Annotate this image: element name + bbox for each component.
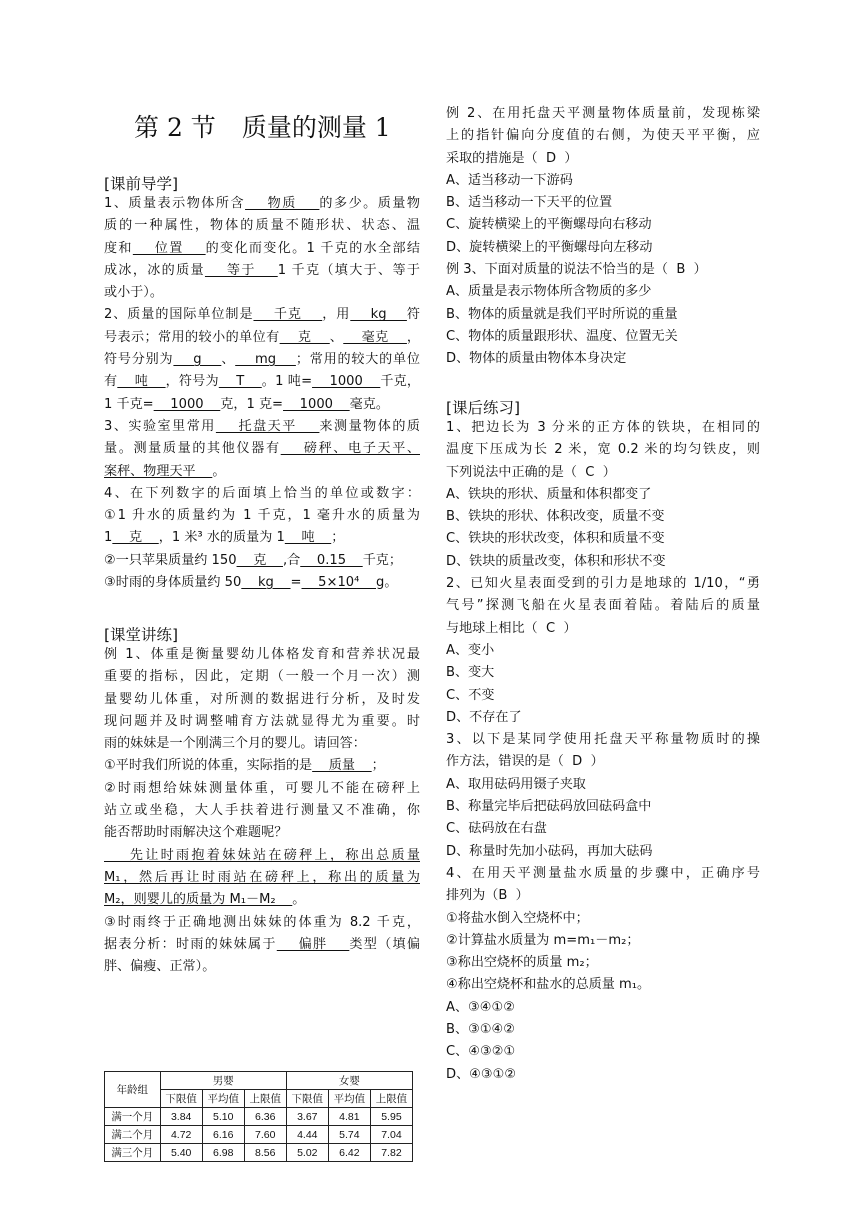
text-line: B、适当移动一下天平的位置 — [446, 195, 613, 211]
text-line: M₁，然后再让时雨站在磅秤上，称出的质量为 — [104, 869, 420, 885]
text-line: 作方法，错误的是（ D ） — [446, 754, 604, 770]
examples-content — [446, 103, 760, 371]
text-line: A、取用砝码用镊子夹取 — [446, 776, 586, 792]
header-cell: 年龄组 — [105, 1072, 161, 1108]
text-line: 例 3、下面对质量的说法不恰当的是（ B ） — [446, 262, 707, 278]
table-cell: 5.02 — [286, 1144, 328, 1162]
text-line: 4、在下列数字的后面填上恰当的单位或数字： — [104, 485, 420, 501]
header-cell: 女婴 — [286, 1072, 412, 1090]
text-line: ①平时我们所说的体重，实际指的是 质量 ； — [104, 758, 385, 774]
text-line: C、不变 — [446, 687, 495, 703]
pre-class-content — [104, 193, 420, 594]
text-line: ②计算盐水质量为 m=m₁－m₂； — [446, 932, 640, 948]
table-cell: 7.60 — [244, 1126, 286, 1144]
in-class-heading: [课堂讲练] — [104, 626, 179, 644]
text-line: 能否帮助时雨解决这个难题呢？ — [104, 825, 288, 841]
text-line: A、质量是表示物体所含物质的多少 — [446, 284, 652, 300]
table-cell: 4.44 — [286, 1126, 328, 1144]
table-cell: 7.82 — [370, 1144, 412, 1162]
text-line: 下列说法中正确的是（ C ） — [446, 464, 616, 480]
table-row — [105, 1126, 413, 1144]
table-cell: 5.10 — [202, 1108, 244, 1126]
text-line: 上的指针偏向分度值的右侧，为使天平平衡，应 — [446, 128, 760, 144]
text-line: A、铁块的形状、质量和体积都变了 — [446, 486, 652, 502]
text-line: ③称出空烧杯的质量 m₂； — [446, 955, 598, 971]
text-line: D、④③①② — [446, 1066, 517, 1082]
table-cell: 4.72 — [160, 1126, 202, 1144]
pre-class-heading: [课前导学] — [104, 175, 179, 193]
text-line: D、称量时先加小砝码，再加大砝码 — [446, 843, 653, 859]
table-cell: 6.98 — [202, 1144, 244, 1162]
text-line: ②时雨想给妹妹测量体重，可婴儿不能在磅秤上 — [104, 780, 420, 796]
text-line: 或小于）。 — [104, 285, 163, 301]
header-cell: 上限值 — [244, 1090, 286, 1108]
text-line: 胖、偏瘦、正常）。 — [104, 959, 216, 975]
text-line: B、变大 — [446, 665, 495, 681]
table-cell: 6.36 — [244, 1108, 286, 1126]
table-row — [105, 1108, 413, 1126]
text-line: 1、质量表示物体所含 物质 的多少。质量物 — [104, 196, 420, 211]
text-line: 现问题并及时调整哺育方法就显得尤为重要。时 — [104, 713, 420, 729]
table-row — [105, 1144, 413, 1162]
header-cell: 上限值 — [370, 1090, 412, 1108]
text-line: 3、以下是某同学使用托盘天平称量物质时的操 — [446, 732, 760, 748]
text-line: 符号分别为 g 、 mg ；常用的较大的单位 — [104, 352, 420, 368]
header-cell: 男婴 — [160, 1072, 286, 1090]
text-line: 量。测量质量的其他仪器有 磅秤、电子天平、 — [104, 441, 420, 457]
table-cell: 6.42 — [328, 1144, 370, 1162]
text-line: ①将盐水倒入空烧杯中； — [446, 910, 589, 926]
text-line: 雨的妹妹是一个刚满三个月的婴儿。请回答： — [104, 736, 366, 752]
text-line: 质的一种属性，物体的质量不随形状、状态、温 — [104, 218, 420, 234]
text-line: 重要的指标，因此，定期（一般一个月一次）测 — [104, 669, 420, 685]
table-header-row — [105, 1072, 413, 1090]
text-line: D、物体的质量由物体本身决定 — [446, 351, 627, 367]
text-line: 2、质量的国际单位制是 千克 ，用 kg 符 — [104, 307, 420, 323]
text-line: A、③④①② — [446, 999, 516, 1015]
text-line: 温度下压成为长 2 米，宽 0.2 米的均匀铁皮，则 — [446, 442, 760, 458]
text-line: 据表分析：时雨的妹妹属于 偏胖 类型（填偏 — [104, 936, 420, 952]
text-line: 4、在用天平测量盐水质量的步骤中，正确序号 — [446, 865, 760, 881]
text-line: 度和 位置 的变化而变化。1 千克的水全部结 — [104, 240, 420, 256]
table-cell: 满三个月 — [105, 1144, 161, 1162]
text-line: 案秤、物理天平 。 — [104, 463, 226, 479]
text-line: B、③①④② — [446, 1022, 516, 1038]
after-class-heading: [课后练习] — [446, 399, 521, 417]
header-cell: 下限值 — [286, 1090, 328, 1108]
text-line: ②一只苹果质量约 150 克 ,合 0.15 千克； — [104, 552, 402, 568]
infant-weight-table — [104, 1071, 413, 1162]
table-cell: 6.16 — [202, 1126, 244, 1144]
text-line: B、铁块的形状、体积改变，质量不变 — [446, 509, 665, 525]
header-cell: 平均值 — [328, 1090, 370, 1108]
text-line: ①1 升水的质量约为 1 千克，1 毫升水的质量为 — [104, 508, 420, 524]
text-line: 成冰，冰的质量 等于 1 千克（填大于、等于 — [104, 262, 420, 278]
section-name: 质量的测量 1 — [241, 113, 391, 142]
text-line: B、称量完毕后把砝码放回砝码盒中 — [446, 799, 652, 815]
section-number: 第 2 节 — [134, 113, 216, 142]
table-cell: 满二个月 — [105, 1126, 161, 1144]
text-line: 站立或坐稳，大人手扶着进行测量又不准确，你 — [104, 803, 420, 819]
in-class-content — [104, 644, 420, 978]
text-line: A、适当移动一下游码 — [446, 172, 573, 188]
text-line: 1 千克= 1000 克，1 克= 1000 毫克。 — [104, 396, 389, 412]
text-line: 排列为（B ） — [446, 888, 529, 904]
table-cell: 7.04 — [370, 1126, 412, 1144]
text-line: 与地球上相比（ C ） — [446, 620, 577, 636]
text-line: D、旋转横梁上的平衡螺母向左移动 — [446, 239, 653, 255]
text-line: 有 吨 ，符号为 T 。1 吨= 1000 千克， — [104, 374, 420, 390]
header-cell: 下限值 — [160, 1090, 202, 1108]
text-line: 1、把边长为 3 分米的正方体的铁块，在相同的 — [446, 420, 760, 435]
text-line: C、砝码放在右盘 — [446, 821, 547, 837]
text-line: ③时雨的身体质量约 50 kg = 5×10⁴ g。 — [104, 575, 398, 591]
page-title — [134, 108, 391, 144]
text-line: D、不存在了 — [446, 709, 522, 725]
text-line: 3、实验室里常用 托盘天平 来测量物体的质 — [104, 418, 420, 434]
text-line: A、变小 — [446, 642, 495, 658]
text-line: 号表示；常用的较小的单位有 克 、 毫克 ， — [104, 329, 420, 345]
text-line: C、④③②① — [446, 1044, 516, 1060]
text-line: 量婴幼儿体重，对所测的数据进行分析，及时发 — [104, 691, 420, 707]
table-cell: 3.84 — [160, 1108, 202, 1126]
text-line: 1 克 ，1 米³ 水的质量为 1 吨 ； — [104, 530, 345, 546]
table-cell: 5.95 — [370, 1108, 412, 1126]
after-class-content — [446, 417, 760, 1086]
header-cell: 平均值 — [202, 1090, 244, 1108]
text-line: ④称出空烧杯和盐水的总质量 m₁。 — [446, 977, 651, 993]
table-cell: 8.56 — [244, 1144, 286, 1162]
table-cell: 满一个月 — [105, 1108, 161, 1126]
text-line: C、旋转横梁上的平衡螺母向右移动 — [446, 217, 652, 233]
table-cell: 4.81 — [328, 1108, 370, 1126]
table-cell: 5.40 — [160, 1144, 202, 1162]
text-line: B、物体的质量就是我们平时所说的重量 — [446, 306, 678, 322]
table-cell: 3.67 — [286, 1108, 328, 1126]
text-line: C、物体的质量跟形状、温度、位置无关 — [446, 328, 678, 344]
text-line: 采取的措施是（ D ） — [446, 150, 578, 166]
text-line: 2、已知火星表面受到的引力是地球的 1/10，“勇 — [446, 576, 760, 592]
text-line: 先让时雨抱着妹妹站在磅秤上，称出总质量 — [104, 847, 420, 863]
text-line: 例 1、体重是衡量婴幼儿体格发育和营养状况最 — [104, 647, 420, 662]
text-line: ③时雨终于正确地测出妹妹的体重为 8.2 千克， — [104, 914, 420, 930]
text-line: M₂，则婴儿的质量为 M₁－M₂ 。 — [104, 892, 306, 908]
text-line: C、铁块的形状改变，体积和质量不变 — [446, 531, 665, 547]
text-line: D、铁块的质量改变，体积和形状不变 — [446, 553, 666, 569]
table-cell: 5.74 — [328, 1126, 370, 1144]
text-line: 例 2、在用托盘天平测量物体质量前，发现栋梁 — [446, 106, 760, 121]
text-line: 气号”探测飞船在火星表面着陆。着陆后的质量 — [446, 598, 760, 614]
